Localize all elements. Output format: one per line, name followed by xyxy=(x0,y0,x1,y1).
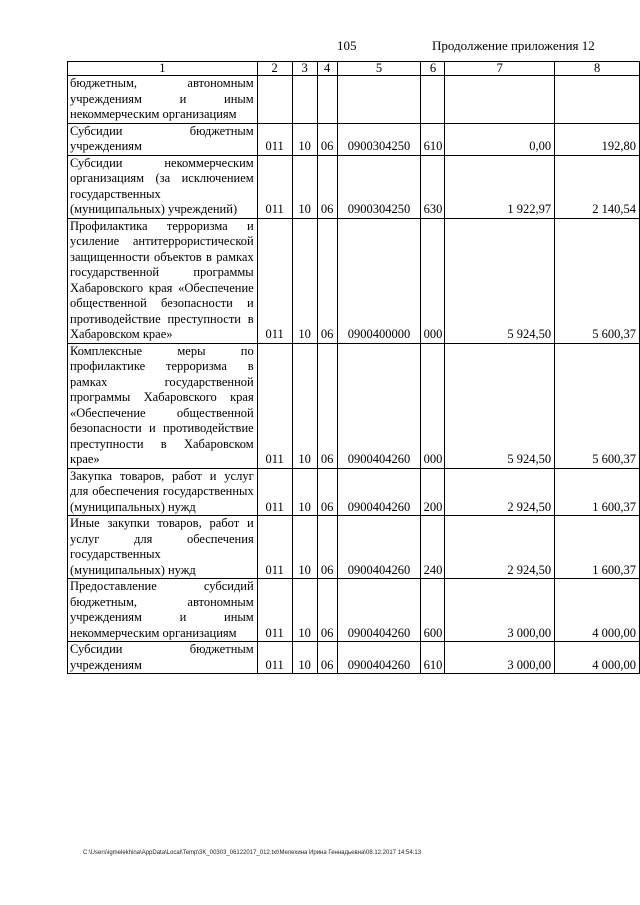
col-header: 3 xyxy=(292,62,317,76)
row-value-cell: 0900400000 xyxy=(337,218,421,343)
row-value-cell: 2 924,50 xyxy=(445,468,555,516)
continuation-label: Продолжение приложения 12 xyxy=(432,38,595,53)
row-name-cell: Иные закупки товаров, работ и услуг для обеспечения государственных (муниципальных) нужд xyxy=(68,516,258,579)
col-header: 1 xyxy=(68,62,258,76)
row-name-cell: Субсидии некоммерческим организациям (за исключением государственных (муниципальных) учреждений) xyxy=(68,155,258,218)
row-value-cell: 10 xyxy=(292,123,317,155)
row-value-cell: 011 xyxy=(257,218,292,343)
row-value-cell: 06 xyxy=(317,642,337,674)
table-row xyxy=(68,155,640,218)
row-value-cell: 06 xyxy=(317,579,337,642)
col-header: 6 xyxy=(421,62,445,76)
row-value-cell xyxy=(421,76,445,124)
row-value-cell: 4 000,00 xyxy=(555,579,640,642)
budget-table xyxy=(67,61,640,674)
table-row xyxy=(68,123,640,155)
row-value-cell: 10 xyxy=(292,468,317,516)
row-value-cell xyxy=(555,76,640,124)
row-value-cell: 011 xyxy=(257,123,292,155)
row-value-cell: 011 xyxy=(257,155,292,218)
row-value-cell: 5 924,50 xyxy=(445,218,555,343)
row-value-cell xyxy=(337,76,421,124)
row-value-cell: 06 xyxy=(317,155,337,218)
row-value-cell: 06 xyxy=(317,123,337,155)
col-header: 8 xyxy=(555,62,640,76)
row-value-cell: 0900404260 xyxy=(337,579,421,642)
table-row xyxy=(68,76,640,124)
row-value-cell: 3 000,00 xyxy=(445,642,555,674)
row-value-cell: 630 xyxy=(421,155,445,218)
row-value-cell xyxy=(292,76,317,124)
row-value-cell: 011 xyxy=(257,642,292,674)
row-value-cell: 06 xyxy=(317,343,337,468)
row-value-cell: 06 xyxy=(317,516,337,579)
col-header: 7 xyxy=(445,62,555,76)
row-value-cell: 000 xyxy=(421,343,445,468)
table-row xyxy=(68,516,640,579)
row-value-cell: 10 xyxy=(292,579,317,642)
row-name-cell: Комплексные меры по профилактике терроризма в рамках государственной программы Хабаровского края «Обеспечение общественной безопасности и противодействие преступности в Хабаровском крае» xyxy=(68,343,258,468)
row-value-cell: 192,80 xyxy=(555,123,640,155)
table-row xyxy=(68,579,640,642)
row-value-cell: 610 xyxy=(421,123,445,155)
row-value-cell: 1 600,37 xyxy=(555,468,640,516)
table-row xyxy=(68,468,640,516)
row-value-cell: 011 xyxy=(257,579,292,642)
row-value-cell: 1 922,97 xyxy=(445,155,555,218)
row-value-cell xyxy=(257,76,292,124)
row-value-cell: 10 xyxy=(292,155,317,218)
row-value-cell: 10 xyxy=(292,642,317,674)
row-value-cell: 0900404260 xyxy=(337,343,421,468)
row-name-cell: Профилактика терроризма и усиление антитеррористической защищенности объектов в рамках государственной программы Хабаровского края «Обеспечение общественной безопасности и противодействие преступности в Хабаровском крае» xyxy=(68,218,258,343)
row-name-cell: бюджетным, автономным учреждениям и иным некоммерческим организациям xyxy=(68,76,258,124)
page-number: 105 xyxy=(337,38,357,53)
row-name-cell: Закупка товаров, работ и услуг для обеспечения государственных (муниципальных) нужд xyxy=(68,468,258,516)
row-value-cell: 011 xyxy=(257,516,292,579)
row-value-cell: 011 xyxy=(257,343,292,468)
header-row xyxy=(68,62,640,76)
row-value-cell: 4 000,00 xyxy=(555,642,640,674)
row-value-cell: 06 xyxy=(317,468,337,516)
row-name-cell: Субсидии бюджетным учреждениям xyxy=(68,642,258,674)
row-value-cell: 06 xyxy=(317,218,337,343)
row-value-cell: 3 000,00 xyxy=(445,579,555,642)
row-value-cell: 610 xyxy=(421,642,445,674)
col-header: 2 xyxy=(257,62,292,76)
row-name-cell: Предоставление субсидий бюджетным, автономным учреждениям и иным некоммерческим организациям xyxy=(68,579,258,642)
row-value-cell: 2 924,50 xyxy=(445,516,555,579)
table-row xyxy=(68,218,640,343)
row-value-cell: 0900404260 xyxy=(337,516,421,579)
col-header: 5 xyxy=(337,62,421,76)
table-row xyxy=(68,343,640,468)
row-value-cell: 600 xyxy=(421,579,445,642)
row-value-cell xyxy=(445,76,555,124)
file-path-footer: C:\Users\igmelekhina\AppData\Local\Temp\3K_00303_06122017_012.txt\Мелехина Ирина Геннадьевна\08.12.2017 14:54:13 xyxy=(83,850,422,856)
row-value-cell: 0900404260 xyxy=(337,642,421,674)
row-value-cell: 10 xyxy=(292,516,317,579)
row-value-cell: 1 600,37 xyxy=(555,516,640,579)
col-header: 4 xyxy=(317,62,337,76)
row-name-cell: Субсидии бюджетным учреждениям xyxy=(68,123,258,155)
row-value-cell: 200 xyxy=(421,468,445,516)
row-value-cell: 0900304250 xyxy=(337,155,421,218)
row-value-cell: 5 600,37 xyxy=(555,218,640,343)
row-value-cell: 0900404260 xyxy=(337,468,421,516)
row-value-cell: 5 924,50 xyxy=(445,343,555,468)
row-value-cell: 10 xyxy=(292,343,317,468)
row-value-cell: 0,00 xyxy=(445,123,555,155)
row-value-cell: 011 xyxy=(257,468,292,516)
row-value-cell: 2 140,54 xyxy=(555,155,640,218)
table-row xyxy=(68,642,640,674)
row-value-cell: 000 xyxy=(421,218,445,343)
row-value-cell: 240 xyxy=(421,516,445,579)
row-value-cell: 0900304250 xyxy=(337,123,421,155)
row-value-cell: 5 600,37 xyxy=(555,343,640,468)
row-value-cell xyxy=(317,76,337,124)
row-value-cell: 10 xyxy=(292,218,317,343)
